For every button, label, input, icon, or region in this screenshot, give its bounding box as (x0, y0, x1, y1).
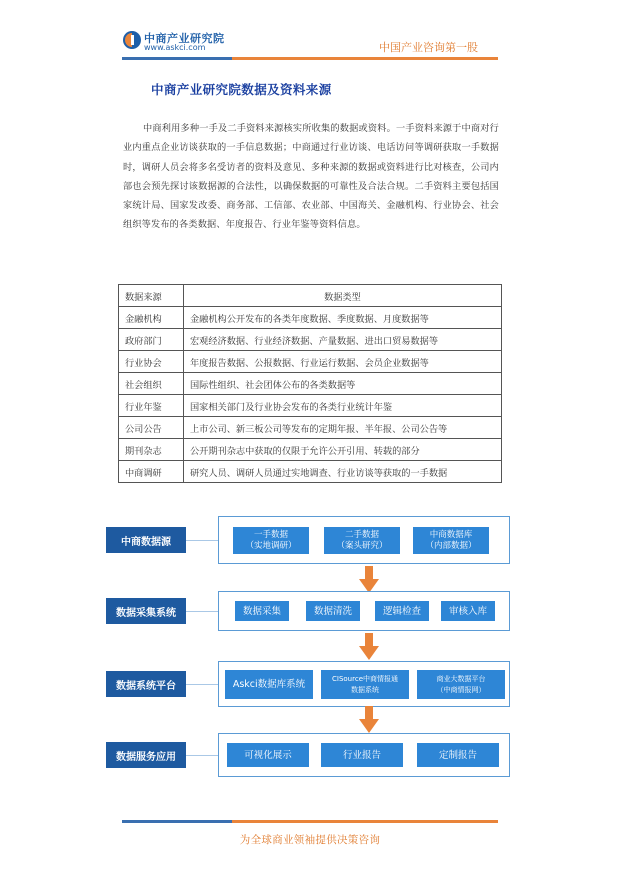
table-header-type: 数据类型 (184, 285, 502, 307)
table-cell-type: 国际性组织、社会团体公布的各类数据等 (184, 373, 502, 395)
stage-label-data-source: 中商数据源 (106, 527, 186, 553)
stage-frame-data-service (218, 733, 510, 777)
flow-box-text: 二手数据 (344, 529, 379, 540)
table-cell-source: 社会组织 (119, 373, 184, 395)
stage-label-data-collection: 数据采集系统 (106, 598, 186, 624)
table-cell-type: 宏观经济数据、行业经济数据、产量数据、进出口贸易数据等 (184, 329, 502, 351)
data-source-table (118, 284, 502, 483)
flow-box-subtext: （案头研究） (336, 540, 388, 551)
flow-box-bigdata-platform (417, 670, 505, 699)
stage-frame-data-source (218, 516, 510, 564)
flow-box-logic-check (375, 601, 429, 621)
flow-box-data-collection (235, 601, 289, 621)
flow-box-subtext: （中商情报网） (436, 685, 486, 694)
footer-divider-blue (122, 820, 232, 823)
flow-box-primary-data (233, 527, 309, 554)
flow-box-text: 数据清洗 (313, 605, 352, 617)
flow-arrow-icon (358, 633, 380, 661)
table-cell-source: 公司公告 (119, 417, 184, 439)
table-cell-source: 期刊杂志 (119, 439, 184, 461)
stage-label-data-platform: 数据系统平台 (106, 671, 186, 697)
flow-box-text: 行业报告 (342, 749, 381, 761)
table-cell-source: 金融机构 (119, 307, 184, 329)
table-row (119, 417, 502, 439)
flow-box-visualization (227, 743, 309, 767)
stage-frame-data-platform (218, 661, 510, 707)
flow-box-cisource-system (321, 670, 409, 699)
flow-box-text: Askci数据库系统 (232, 679, 306, 690)
intro-paragraph: 中商利用多种一手及二手资料来源核实所收集的数据或资料。一手资料来源于中商对行业内重点企业访谈获取的一手信息数据；中商通过行业访谈、电话访问等调研获取一手数据时，调研人员会将多名受访者的资料及意见、多种来源的数据或资料进行比对核查，公司内部也会预先探讨该数据源的合法性，以确保数据的可靠性及合法合规。二手资料主要包括国家统计局、国家发改委、商务部、工信部、农业部、中国海关、金融机构、行业协会、社会组织等发布的各类数据、年度报告、行业年鉴等资料信息。 (123, 123, 499, 231)
stage-connector (186, 755, 218, 756)
flow-box-text: 审核入库 (448, 605, 487, 617)
flow-box-text: 逻辑检查 (382, 605, 421, 617)
logo-mark-icon (122, 30, 142, 50)
stage-connector (186, 540, 218, 541)
flow-box-internal-db (413, 527, 489, 554)
table-row (119, 439, 502, 461)
table-row (119, 307, 502, 329)
flow-box-text: 定制报告 (438, 749, 477, 761)
table-cell-type: 上市公司、新三板公司等发布的定期年报、半年报、公司公告等 (184, 417, 502, 439)
table-cell-source: 中商调研 (119, 461, 184, 483)
logo-name: 中商产业研究院 (144, 32, 225, 45)
footer-divider-orange (232, 820, 498, 823)
flow-box-text: 可视化展示 (244, 749, 292, 761)
flow-box-text: CISource中商情报通 (332, 674, 398, 683)
company-logo (122, 28, 232, 56)
header-divider-blue (122, 57, 232, 60)
footer-slogan: 为全球商业领袖提供决策咨询 (239, 834, 381, 846)
table-header-source: 数据来源 (119, 285, 184, 307)
flow-box-industry-report (321, 743, 403, 767)
header-slogan: 中国产业咨询第一股 (379, 41, 478, 54)
flow-arrow-icon (358, 566, 380, 594)
table-row (119, 329, 502, 351)
stage-label-data-service: 数据服务应用 (106, 742, 186, 768)
table-cell-type: 年度报告数据、公报数据、行业运行数据、会员企业数据等 (184, 351, 502, 373)
table-cell-type: 国家相关部门及行业协会发布的各类行业统计年鉴 (184, 395, 502, 417)
flow-box-subtext: （内部数据） (425, 540, 477, 551)
flow-box-text: 一手数据 (253, 529, 288, 540)
table-header-row (119, 285, 502, 307)
flow-box-data-cleaning (306, 601, 360, 621)
flow-box-text: 商业大数据平台 (436, 674, 486, 683)
table-row (119, 395, 502, 417)
flow-box-review-storage (441, 601, 495, 621)
table-cell-source: 行业协会 (119, 351, 184, 373)
section-title: 中商产业研究院数据及资料来源 (151, 82, 332, 97)
table-row (119, 461, 502, 483)
table-cell-type: 研究人员、调研人员通过实地调查、行业访谈等获取的一手数据 (184, 461, 502, 483)
flow-box-secondary-data (324, 527, 400, 554)
stage-connector (186, 684, 218, 685)
flow-arrow-icon (358, 706, 380, 734)
stage-frame-data-collection (218, 591, 510, 631)
flow-box-custom-report (417, 743, 499, 767)
stage-connector (186, 611, 218, 612)
flow-box-text: 数据采集 (242, 605, 281, 617)
table-cell-source: 政府部门 (119, 329, 184, 351)
flow-box-askci-database (225, 670, 313, 699)
flow-box-text: 中商数据库 (429, 529, 473, 540)
table-cell-type: 金融机构公开发布的各类年度数据、季度数据、月度数据等 (184, 307, 502, 329)
table-cell-type: 公开期刊杂志中获取的仅限于允许公开引用、转载的部分 (184, 439, 502, 461)
flow-box-subtext: 数据系统 (351, 685, 379, 694)
header-divider-orange (232, 57, 498, 60)
table-row (119, 351, 502, 373)
table-row (119, 373, 502, 395)
logo-url: www.askci.com (144, 43, 206, 52)
table-cell-source: 行业年鉴 (119, 395, 184, 417)
flow-box-subtext: （实地调研） (245, 540, 297, 551)
